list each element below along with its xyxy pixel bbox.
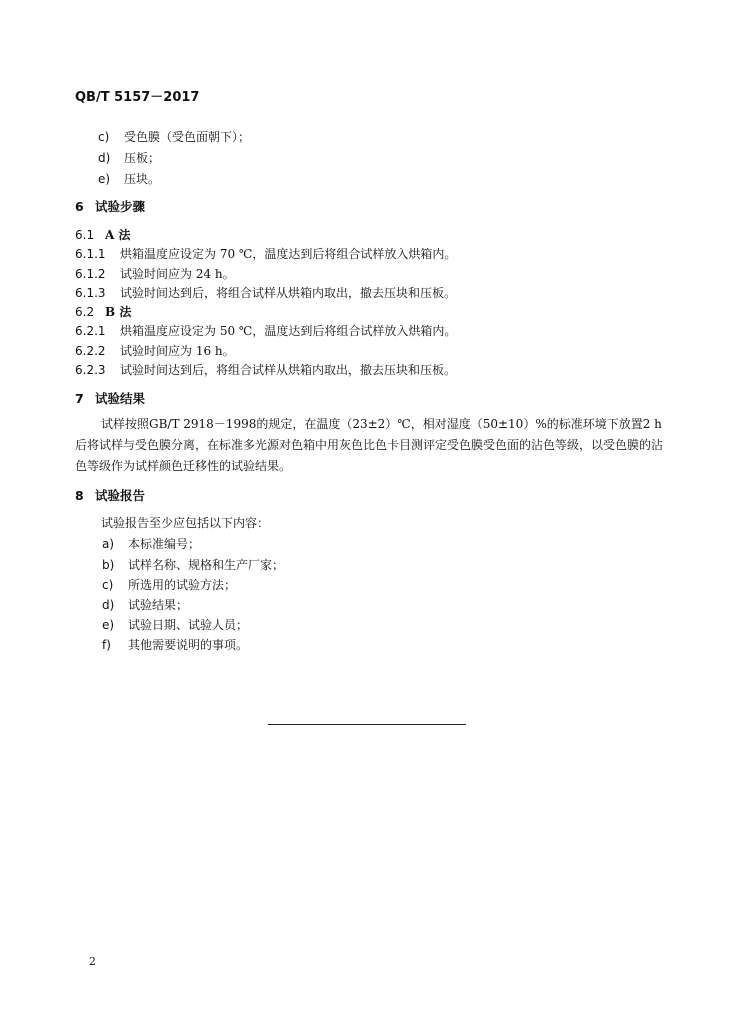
subsection-heading-6-1 (75, 227, 131, 243)
list-marker: e) (98, 172, 111, 186)
results-paragraph: 试样按照GB/T 2918－1998的规定，在温度（23±2）℃，相对湿度（50±10）%的标准环境下放置2 h后将试样与受色膜分离，在标准多光源对色箱中用灰色比色卡目测评定受色膜受色面的沾色等级，以受色膜的沾色等级作为试样颜色迁移性的试验结果。 (75, 417, 664, 473)
subsection-title: B 法 (105, 305, 132, 319)
section-heading-6 (75, 199, 145, 215)
list-text: 试验日期、试验人员； (128, 618, 249, 632)
report-intro: 试验报告至少应包括以下内容： (101, 516, 270, 530)
clause-text: 试验时间应为 16 h。 (120, 344, 235, 358)
list-marker: f) (102, 638, 111, 652)
clause-text: 试验时间应为 24 h。 (120, 267, 235, 281)
list-marker: e) (102, 618, 115, 632)
clause-6-2-3 (75, 362, 456, 378)
clause-6-2-2 (75, 343, 235, 359)
list-item (102, 577, 236, 593)
clause-number: 6.2.2 (75, 344, 106, 358)
list-text: 本标准编号； (128, 537, 201, 551)
list-item (98, 150, 160, 166)
section-title: 试验报告 (95, 488, 146, 503)
list-text: 试验结果； (128, 598, 189, 612)
clause-text: 烘箱温度应设定为 50 ℃，温度达到后将组合试样放入烘箱内。 (120, 324, 457, 338)
list-item (102, 557, 284, 573)
list-text: 其他需要说明的事项。 (128, 638, 249, 652)
clause-number: 6.2.1 (75, 324, 106, 338)
clause-6-1-1 (75, 246, 456, 262)
clause-text: 烘箱温度应设定为 70 ℃，温度达到后将组合试样放入烘箱内。 (120, 247, 457, 261)
clause-6-1-2 (75, 266, 235, 282)
subsection-heading-6-2 (75, 304, 131, 320)
list-item (98, 171, 160, 187)
end-rule (268, 724, 466, 725)
clause-number: 6.1.3 (75, 286, 106, 300)
list-item (102, 617, 248, 633)
clause-number: 6.1.2 (75, 267, 106, 281)
subsection-title: A 法 (105, 228, 131, 242)
clause-6-2-1 (75, 323, 456, 339)
list-text: 压板； (124, 151, 161, 165)
document-code: QB/T 5157－2017 (75, 90, 200, 105)
list-marker: d) (102, 598, 115, 612)
list-text: 受色膜（受色面朝下）； (124, 130, 251, 144)
section-title: 试验结果 (95, 391, 146, 406)
list-text: 试样名称、规格和生产厂家； (128, 558, 285, 572)
list-marker: a) (102, 537, 115, 551)
list-marker: c) (98, 130, 110, 144)
section-number: 8 (75, 488, 84, 503)
list-text: 压块。 (124, 172, 161, 186)
clause-text: 试验时间达到后，将组合试样从烘箱内取出，撤去压块和压板。 (120, 363, 457, 377)
list-item (98, 129, 250, 145)
list-item (102, 637, 248, 653)
section-number: 7 (75, 391, 84, 406)
clause-number: 6.1.1 (75, 247, 106, 261)
section-heading-8 (75, 488, 145, 504)
section-number: 6 (75, 199, 84, 214)
page-number: 2 (89, 955, 96, 968)
subsection-number: 6.1 (75, 228, 95, 242)
list-marker: b) (102, 558, 115, 572)
clause-number: 6.2.3 (75, 363, 106, 377)
list-item (102, 597, 188, 613)
list-marker: c) (102, 578, 114, 592)
subsection-number: 6.2 (75, 305, 95, 319)
list-item (102, 536, 200, 552)
list-marker: d) (98, 151, 111, 165)
section-heading-7 (75, 391, 145, 407)
section-title: 试验步骤 (95, 199, 146, 214)
clause-6-1-3 (75, 285, 456, 301)
clause-text: 试验时间达到后，将组合试样从烘箱内取出，撤去压块和压板。 (120, 286, 457, 300)
list-text: 所选用的试验方法； (128, 578, 237, 592)
